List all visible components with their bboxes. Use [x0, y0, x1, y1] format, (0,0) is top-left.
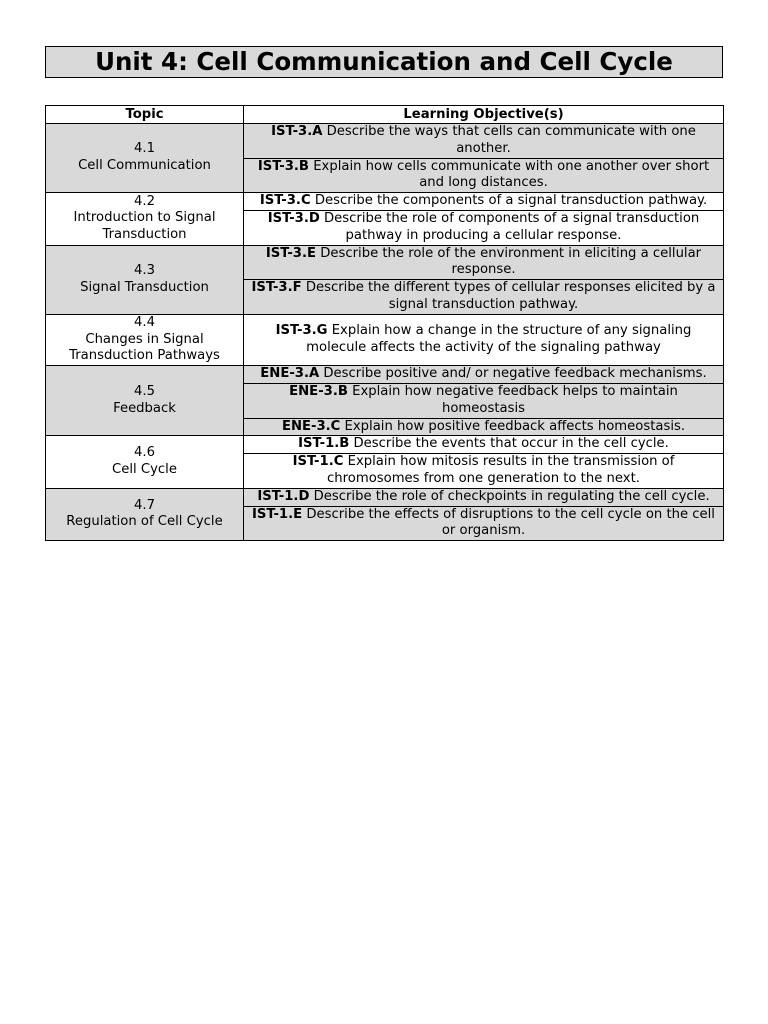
objective-code: IST-1.E — [252, 506, 303, 522]
topic-cell — [46, 488, 244, 540]
objective-text: Explain how negative feedback helps to maintain homeostasis — [352, 383, 678, 416]
objective-cell — [244, 366, 724, 384]
topic-name: Transduction — [102, 227, 187, 243]
objective-text: Describe the role of the environment in eliciting a cellular response. — [320, 245, 702, 278]
topic-number: 4.2 — [134, 193, 155, 209]
topic-number: 4.7 — [134, 497, 155, 513]
objective-text: Describe the role of checkpoints in regulating the cell cycle. — [313, 488, 710, 504]
objective-cell — [244, 436, 724, 454]
topic-name: Transduction Pathways — [69, 348, 220, 364]
topic-cell — [46, 314, 244, 365]
topic-name: Cell Communication — [78, 158, 211, 174]
topic-number: 4.4 — [134, 314, 155, 330]
topic-name: Regulation of Cell Cycle — [66, 514, 223, 530]
table-row — [46, 314, 724, 365]
objective-code: ENE-3.B — [289, 383, 348, 399]
objective-cell — [244, 193, 724, 211]
topic-cell — [46, 245, 244, 314]
objective-cell — [244, 158, 724, 193]
objective-code: IST-1.D — [257, 488, 310, 504]
objective-text: Describe the role of components of a signal transduction pathway in producing a cellular response. — [324, 210, 700, 243]
topic-name: Introduction to Signal — [73, 210, 216, 226]
objective-cell — [244, 210, 724, 245]
topic-cell — [46, 436, 244, 488]
table-row — [46, 245, 724, 280]
objective-code: IST-1.B — [298, 436, 350, 452]
table-body — [46, 124, 724, 541]
objective-text: Describe the components of a signal transduction pathway. — [314, 193, 708, 209]
table-row — [46, 124, 724, 159]
table-row — [46, 436, 724, 454]
objective-text: Explain how a change in the structure of any signaling molecule affects the activity of the signaling pathway — [306, 323, 692, 355]
topic-cell — [46, 124, 244, 193]
objective-code: IST-3.B — [257, 158, 309, 174]
page-title: Unit 4: Cell Communication and Cell Cycle — [95, 47, 673, 76]
topic-name: Feedback — [113, 400, 176, 416]
objective-cell — [244, 245, 724, 280]
header-topic: Topic — [46, 106, 244, 124]
unit-title-box — [45, 46, 723, 78]
objective-text: Describe the effects of disruptions to the cell cycle on the cell or organism. — [306, 506, 715, 539]
table-header-row — [46, 106, 724, 124]
objective-cell — [244, 124, 724, 159]
objective-code: IST-3.G — [275, 323, 328, 339]
topic-number: 4.6 — [134, 445, 155, 461]
topic-number: 4.1 — [134, 141, 155, 157]
objective-text: Explain how cells communicate with one another over short and long distances. — [313, 158, 710, 191]
objective-code: IST-3.D — [267, 210, 320, 226]
objective-code: ENE-3.A — [260, 366, 320, 382]
objective-cell — [244, 280, 724, 315]
objective-text: Describe the ways that cells can communicate with one another. — [326, 124, 696, 156]
objective-text: Explain how mitosis results in the transmission of chromosomes from one generation to the next. — [327, 454, 675, 486]
objective-code: IST-3.E — [265, 245, 317, 261]
table-row — [46, 366, 724, 384]
table-row — [46, 488, 724, 506]
objective-cell — [244, 506, 724, 541]
topic-name: Signal Transduction — [80, 279, 209, 295]
objective-cell — [244, 454, 724, 489]
topic-number: 4.3 — [134, 262, 155, 278]
objective-code: IST-3.A — [271, 124, 323, 139]
objective-code: IST-3.F — [251, 280, 302, 296]
topic-number: 4.5 — [134, 383, 155, 399]
objective-cell — [244, 418, 724, 436]
objective-cell — [244, 383, 724, 418]
learning-objectives-table — [45, 105, 724, 541]
topic-cell — [46, 193, 244, 245]
objective-text: Describe the different types of cellular responses elicited by a signal transduction pathway. — [305, 280, 716, 312]
topic-name: Cell Cycle — [112, 462, 177, 478]
objective-text: Describe the events that occur in the cell cycle. — [353, 436, 669, 452]
topic-cell — [46, 366, 244, 436]
table-row — [46, 193, 724, 211]
objective-text: Describe positive and/ or negative feedback mechanisms. — [323, 366, 707, 382]
objective-code: ENE-3.C — [281, 418, 341, 434]
objective-code: IST-1.C — [292, 454, 344, 470]
objective-text: Explain how positive feedback affects homeostasis. — [344, 418, 686, 434]
objective-cell — [244, 488, 724, 506]
objective-cell — [244, 314, 724, 365]
topic-name: Changes in Signal — [85, 331, 204, 347]
header-learning-objectives: Learning Objective(s) — [244, 106, 724, 124]
objective-code: IST-3.C — [259, 193, 311, 209]
